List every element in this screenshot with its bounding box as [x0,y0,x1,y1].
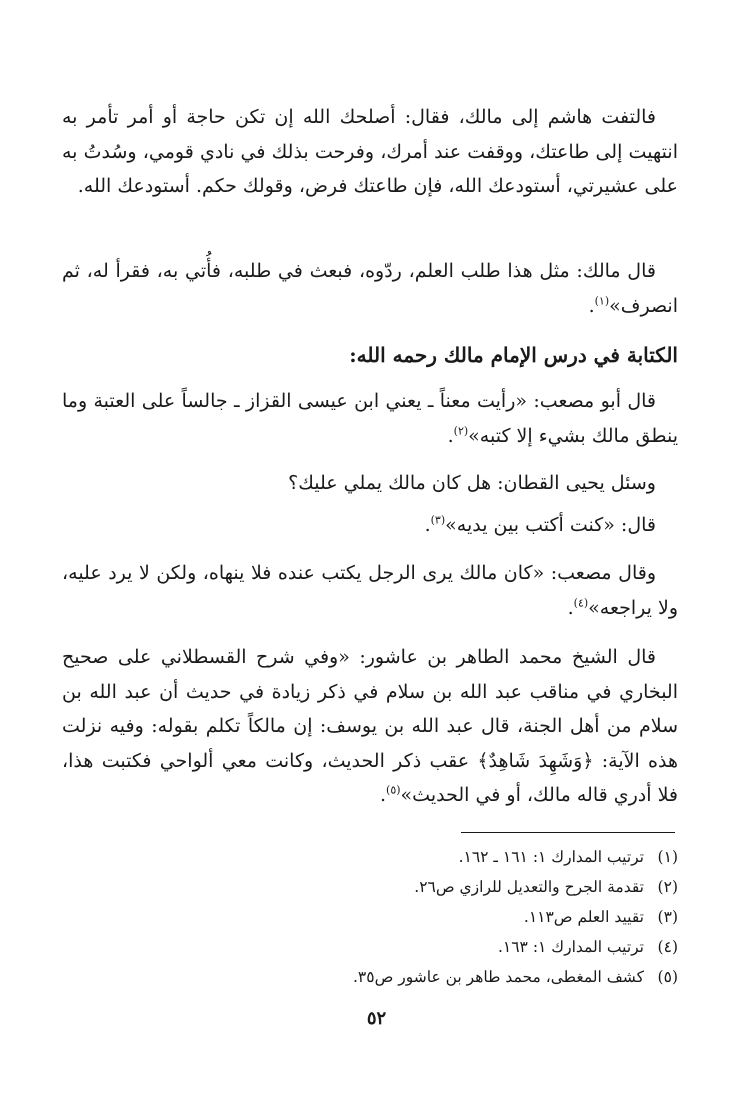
paragraph-text: قال الشيخ محمد الطاهر بن عاشور: «وفي شرح القسطلاني على صحيح البخاري في مناقب عبد الله بن سلام في ذكر زيادة في حديث أن عبد الله بن سلام من أهل الجنة، قال عبد الله بن يوسف: إن مالكاً تكلم بقوله: وفيه نزلت هذه الآية: ﴿وَشَهِدَ شَاهِدٌ﴾ عقب ذكر الحديث، وكانت معي ألواحي فكتبت هذا، فلا أدري قاله مالك، أو في الحديث» [62,646,678,806]
paragraph-text: وقال مصعب: «كان مالك يرى الرجل يكتب عنده فلا ينهاه، ولكن لا يرد عليه، ولا يراجعه» [62,562,678,619]
footnote-text: تقييد العلم ص١١٣. [523,908,644,926]
footnote-item [62,872,678,902]
paragraph-text: قال أبو مصعب: «رأيت معناً ـ يعني ابن عيسى القزاز ـ جالساً على العتبة وما ينطق مالك بشيء إلا كتبه» [62,390,678,447]
footnote-text: تقدمة الجرح والتعديل للرازي ص٢٦. [414,878,644,896]
paragraph-text: فالتفت هاشم إلى مالك، فقال: أصلحك الله إن تكن حاجة أو أمر تأمر به انتهيت إلى طاعتك، ووقفت عند أمرك، وفرحت بذلك في نادي قومي، وسُدتُ به على عشيرتي، أستودعك الله، فإن طاعتك فرض، وقولك حكم. أستودعك الله. [62,106,678,197]
footnote-number: (٢) [657,878,678,896]
footnote-item [62,842,678,872]
paragraph-yahya-question [62,466,678,501]
footnote-ref: (١) [594,294,610,308]
paragraph-text: وسئل يحيى القطان: هل كان مالك يملي عليك؟ [288,472,656,494]
footnote-number: (٥) [657,968,678,986]
footnote-ref: (٤) [573,596,589,610]
footnote-ref: (٥) [386,783,401,797]
footnote-item [62,902,678,932]
paragraph-ibn-ashur: قال الشيخ محمد الطاهر بن عاشور: «وفي شرح القسطلاني على صحيح البخاري في مناقب عبد الله بن سلام في ذكر زيادة في حديث أن عبد الله بن سلام من أهل الجنة، قال عبد الله بن يوسف: إن مالكاً تكلم بقوله: وفيه نزلت هذه الآية: ﴿وَشَهِدَ شَاهِدٌ﴾ عقب ذكر الحديث، وكانت معي ألواحي فكتبت هذا، فلا أدري قاله مالك، أو في الحديث»$^{(٥)}$. [62,646,678,806]
footnote-ref: (٢) [453,424,469,438]
paragraph-yahya-answer: قال: «كنت أكتب بين يديه»$^{(٣)}$. [424,513,656,536]
page-number: ٥٢ [366,1008,387,1029]
paragraph-hashem-farewell [62,100,678,204]
footnote-text: ترتيب المدارك ١: ١٦١ ـ ١٦٢. [458,848,644,866]
footnote-text: كشف المغطى، محمد طاهر بن عاشور ص٣٥. [352,968,644,986]
footnote-ref: (٣) [430,513,446,527]
footnote-text: ترتيب المدارك ١: ١٦٣. [497,938,644,956]
paragraph-musab-saying: وقال مصعب: «كان مالك يرى الرجل يكتب عنده فلا ينهاه، ولكن لا يرد عليه، ولا يراجعه»$^{(٤)}$. [62,562,678,619]
footnote-divider [461,832,675,833]
section-heading: الكتابة في درس الإمام مالك رحمه الله: [349,343,678,367]
footnote-number: (١) [657,848,678,866]
paragraph-abu-musab: قال أبو مصعب: «رأيت معناً ـ يعني ابن عيسى القزاز ـ جالساً على العتبة وما ينطق مالك بشيء إلا كتبه»$^{(٢)}$. [62,390,678,447]
footnote-item [62,962,678,992]
footnote-number: (٣) [657,908,678,926]
footnotes [62,842,678,992]
paragraph-malik-saying: قال مالك: مثل هذا طلب العلم، ردّوه، فبعث في طلبه، فأُتي به، فقرأ له، ثم انصرف»$^{(١)}$. [62,260,678,317]
paragraph-text: قال مالك: مثل هذا طلب العلم، ردّوه، فبعث في طلبه، فأُتي به، فقرأ له، ثم انصرف» [62,260,678,317]
footnote-number: (٤) [657,938,678,956]
footnote-item [62,932,678,962]
paragraph-text: قال: «كنت أكتب بين يديه» [445,514,656,536]
